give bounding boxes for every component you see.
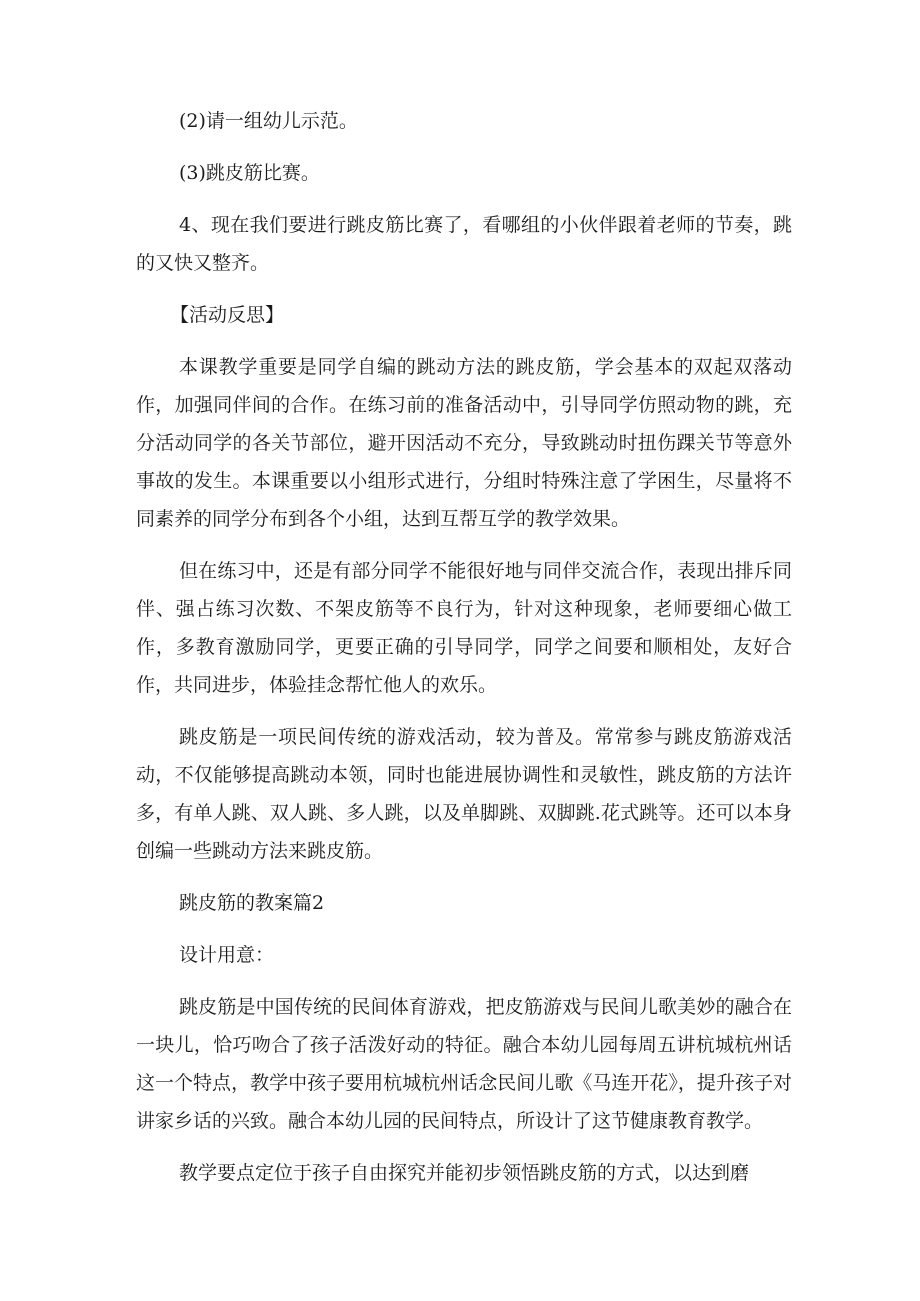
list-item-demo: (2)请一组幼儿示范。: [179, 110, 358, 132]
section-heading-reflection: 【活动反思】: [170, 304, 285, 326]
reflection-paragraph-2: 但在练习中，还是有部分同学不能很好地与同伴交流合作，表现出排斥同伴、强占练习次数、不架皮筋等不良行为，针对这种现象，老师要细心做工作，多教育激励同学，更要正确的引导同学，同学之间要和顺相处，友好合作，共同进步，体验挂念帮忙他人的欢乐。: [136, 560, 792, 696]
design-intent-label: 设计用意：: [179, 944, 275, 966]
design-paragraph-1: 跳皮筋是中国传统的民间体育游戏，把皮筋游戏与民间儿歌美妙的融合在一块儿，恰巧吻合了孩子活泼好动的特征。融合本幼儿园每周五讲杭城杭州话这一个特点，教学中孩子要用杭城杭州话念民间儿歌《马连开花》，提升孩子对讲家乡话的兴致。融合本幼儿园的民间特点，所设计了这节健康教育教学。: [136, 996, 792, 1132]
list-item-competition: (3)跳皮筋比赛。: [179, 162, 320, 184]
lesson-2-title: 跳皮筋的教案篇2: [179, 892, 325, 914]
reflection-paragraph-3: 跳皮筋是一项民间传统的游戏活动，较为普及。常常参与跳皮筋游戏活动，不仅能够提高跳动本领，同时也能进展协调性和灵敏性，跳皮筋的方法许多，有单人跳、双人跳、多人跳，以及单脚跳、双脚跳.花式跳等。还可以本身创编一些跳动方法来跳皮筋。: [136, 726, 792, 862]
step-4-paragraph: 4、现在我们要进行跳皮筋比赛了，看哪组的小伙伴跟着老师的节奏，跳的又快又整齐。: [136, 214, 792, 274]
reflection-paragraph-1: 本课教学重要是同学自编的跳动方法的跳皮筋，学会基本的双起双落动作，加强同伴间的合作。在练习前的准备活动中，引导同学仿照动物的跳，充分活动同学的各关节部位，避开因活动不充分，导致跳动时扭伤踝关节等意外事故的发生。本课重要以小组形式进行，分组时特殊注意了学困生，尽量将不同素养的同学分布到各个小组，达到互帮互学的教学效果。: [136, 356, 792, 530]
document-body: [136, 102, 792, 1206]
design-paragraph-2: 教学要点定位于孩子自由探究并能初步领悟跳皮筋的方式，以达到磨: [179, 1162, 750, 1184]
